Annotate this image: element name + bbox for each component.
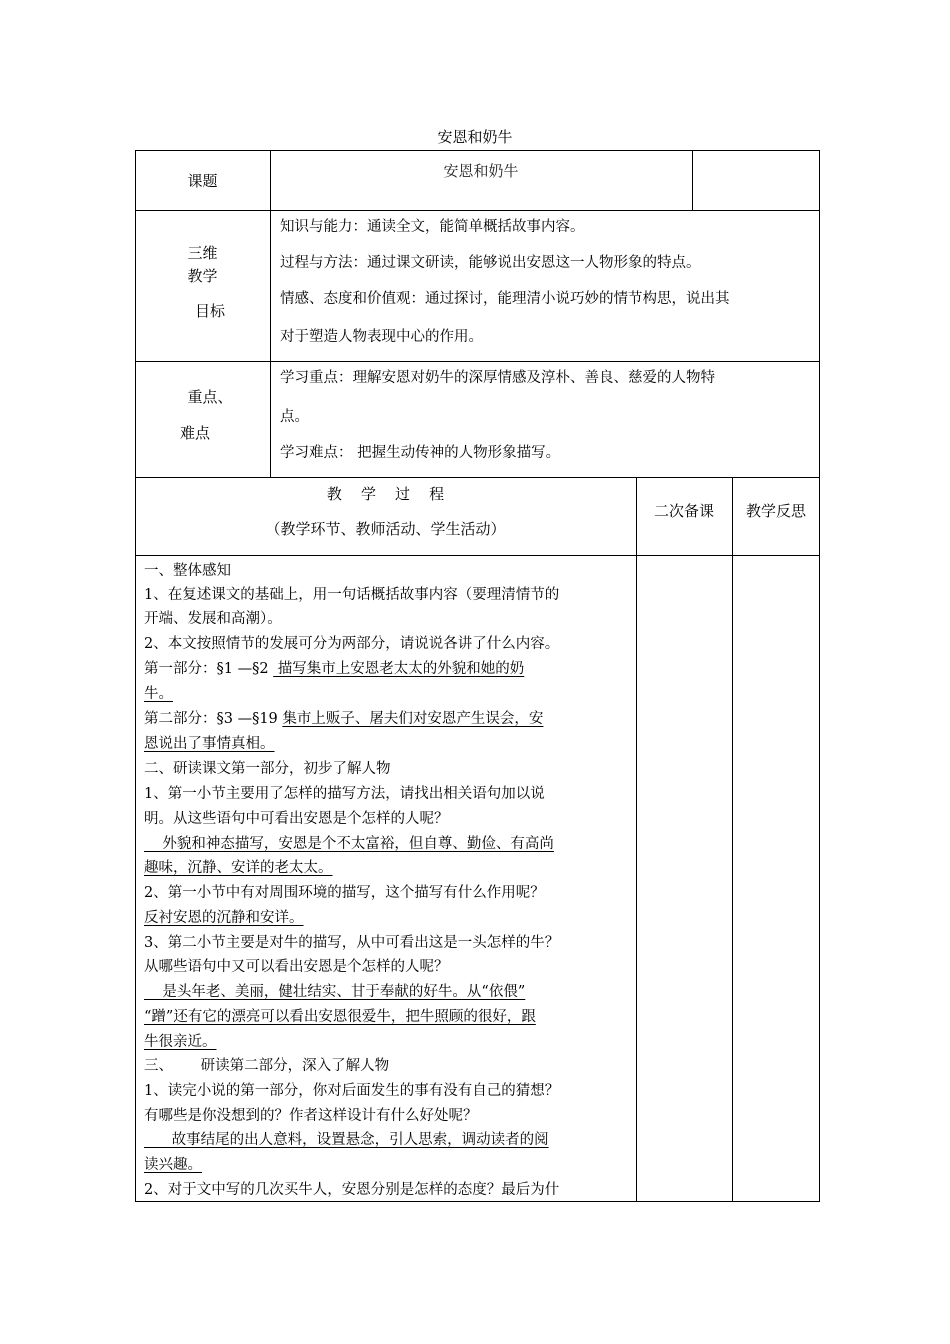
reflection-header: 教学反思	[745, 502, 806, 520]
focus-line: 点。	[280, 409, 309, 425]
topic-value: 安恩和奶牛	[443, 162, 519, 180]
process-line	[144, 607, 282, 628]
process-line-answer: 读兴趣。	[144, 1157, 202, 1173]
process-line	[144, 1128, 549, 1149]
goal-line: 过程与方法：通过课文研读，能够说出安恩这一人物形象的特点。	[280, 255, 701, 271]
process-line	[144, 1005, 536, 1026]
goals-label-2: 教学	[187, 267, 218, 285]
process-line	[144, 757, 391, 778]
process-line	[144, 732, 275, 753]
process-subtitle: （教学环节、教师活动、学生活动）	[265, 520, 506, 538]
goals-label-1: 三维	[187, 244, 218, 262]
process-line	[144, 881, 545, 902]
process-line-text: 1、读完小说的第一部分，你对后面发生的事有没有自己的猜想？	[144, 1083, 560, 1099]
row-divider	[135, 477, 820, 478]
process-line-answer: 牛。	[144, 686, 173, 702]
process-line	[144, 807, 449, 828]
process-line	[144, 1030, 217, 1051]
col-divider	[692, 150, 693, 210]
row-divider	[135, 361, 820, 362]
goal-line: 对于塑造人物表现中心的作用。	[280, 329, 483, 345]
process-line-text: 2、本文按照情节的发展可分为两部分，请说说各讲了什么内容。	[144, 636, 560, 652]
process-line	[144, 856, 333, 877]
process-line-answer: 外貌和神态描写，安恩是个不太富裕，但自尊、勤俭、有高尚	[144, 836, 554, 852]
process-line-text: 有哪些是你没想到的？作者这样设计有什么好处呢？	[144, 1108, 478, 1124]
topic-label: 课题	[187, 172, 218, 190]
document-title: 安恩和奶牛	[437, 128, 513, 146]
focus-line: 学习重点：理解安恩对奶牛的深厚情感及淳朴、善良、慈爱的人物特	[280, 370, 715, 386]
process-line	[144, 955, 449, 976]
process-line	[144, 1178, 559, 1199]
focus-line: 学习难点： 把握生动传神的人物形象描写。	[280, 445, 561, 461]
process-line-prefix: 第一部分：§1 —§2	[144, 661, 274, 677]
process-line	[144, 832, 554, 853]
process-line	[144, 583, 559, 604]
process-line	[144, 682, 173, 703]
process-line-text: 明。从这些语句中可看出安恩是个怎样的人呢？	[144, 811, 449, 827]
process-line-text: 1、在复述课文的基础上，用一句话概括故事内容（要理清情节的	[144, 587, 560, 603]
goals-label-3: 目标	[194, 302, 225, 320]
row-divider	[135, 210, 820, 211]
process-line-text: 从哪些语句中又可以看出安恩是个怎样的人呢？	[144, 959, 449, 975]
second-prep-header: 二次备课	[653, 502, 714, 520]
process-line	[144, 906, 304, 927]
process-line	[144, 1104, 478, 1125]
process-line-text: 3、第二小节主要是对牛的描写，从中可看出这是一头怎样的牛？	[144, 935, 560, 951]
col-divider	[636, 477, 637, 1202]
focus-label-1: 重点、	[187, 388, 233, 406]
process-line-answer: 故事结尾的出人意料，设置悬念，引人思索，调动读者的阅	[144, 1132, 549, 1148]
process-line-answer: 描写集市上安恩老太太的外貌和她的奶	[273, 661, 525, 677]
process-line-text: 开端、发展和高潮）。	[144, 611, 282, 627]
process-line	[144, 632, 559, 653]
focus-label-2: 难点	[179, 424, 210, 442]
process-line	[144, 1079, 559, 1100]
process-line	[144, 559, 231, 580]
col-divider	[732, 477, 733, 1202]
process-line-answer: 恩说出了事情真相。	[144, 736, 275, 752]
process-line-answer: 集市上贩子、屠夫们对安恩产生误会，安	[282, 711, 544, 727]
process-line	[144, 707, 543, 728]
process-line	[144, 931, 559, 952]
process-line	[144, 980, 525, 1001]
process-title: 教 学 过 程	[326, 485, 445, 503]
process-line-text: 2、第一小节中有对周围环境的描写，这个描写有什么作用呢？	[144, 885, 545, 901]
process-line-text: 1、第一小节主要用了怎样的描写方法，请找出相关语句加以说	[144, 786, 545, 802]
process-line	[144, 657, 524, 678]
process-line-answer: 趣味，沉静、安详的老太太。	[144, 860, 333, 876]
process-line-text: 一、整体感知	[144, 563, 231, 579]
process-line-text: 2、对于文中写的几次买牛人，安恩分别是怎样的态度？最后为什	[144, 1182, 560, 1198]
row-divider	[135, 555, 820, 556]
process-line-text: 三、 研读第二部分，深入了解人物	[144, 1058, 390, 1074]
goal-line: 知识与能力：通读全文，能简单概括故事内容。	[280, 219, 585, 235]
process-line-answer: “蹭”还有它的漂亮可以看出安恩很爱牛，把牛照顾的很好，跟	[144, 1009, 536, 1025]
process-line-prefix: 第二部分：§3 —§19	[144, 711, 283, 727]
goal-line: 情感、态度和价值观：通过探讨，能理清小说巧妙的情节构思，说出其	[280, 291, 730, 307]
process-line	[144, 1153, 202, 1174]
process-line-answer: 是头年老、美丽，健壮结实、甘于奉献的好牛。从“依偎”	[144, 984, 526, 1000]
process-line-answer: 反衬安恩的沉静和安详。	[144, 910, 304, 926]
process-line-text: 二、研读课文第一部分，初步了解人物	[144, 761, 391, 777]
process-line	[144, 782, 545, 803]
process-line	[144, 1054, 389, 1075]
process-line-answer: 牛很亲近。	[144, 1034, 217, 1050]
